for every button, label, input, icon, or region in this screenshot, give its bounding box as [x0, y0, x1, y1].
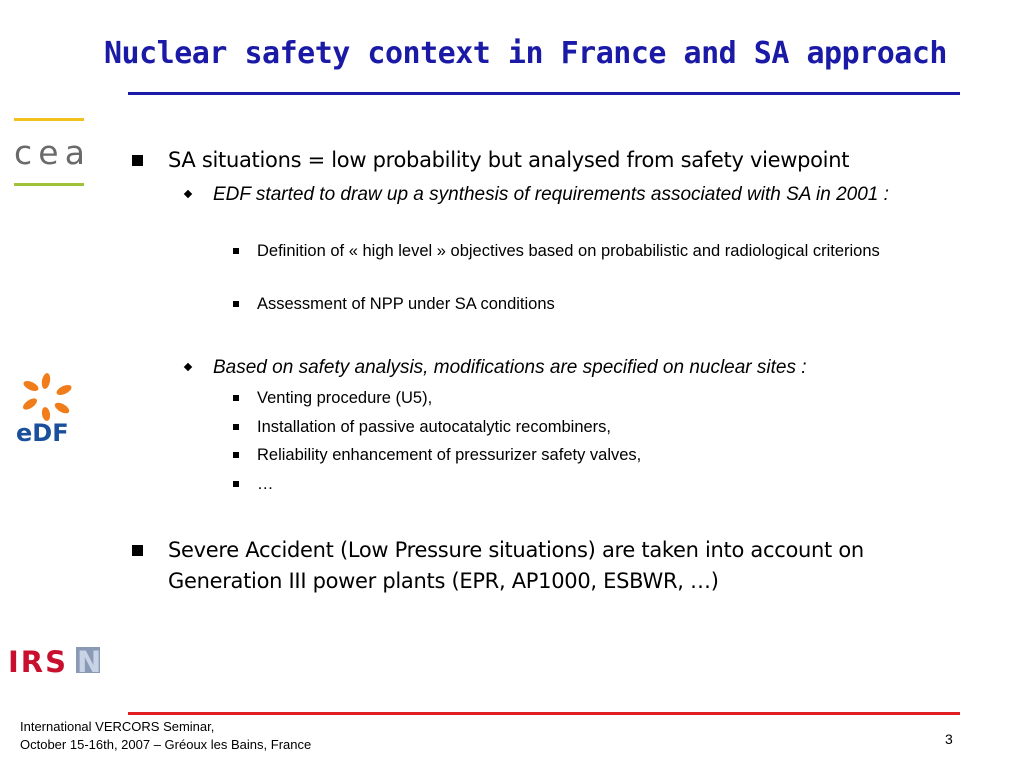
- irsn-logo: [8, 644, 104, 678]
- bullet-venting-procedure: Venting procedure (U5),: [257, 387, 947, 410]
- bullet-npp-assessment: Assessment of NPP under SA conditions: [257, 293, 947, 316]
- footer-seminar: International VERCORS Seminar,: [20, 719, 215, 734]
- edf-logo-text: eDF: [16, 419, 69, 444]
- cea-logo: [12, 116, 88, 188]
- footer-date-location: October 15-16th, 2007 – Gréoux les Bains, France: [20, 737, 312, 752]
- cea-logo-text: cea: [14, 133, 84, 172]
- small-square-bullet-icon: [233, 395, 239, 401]
- bullet-severe-accident: Severe Accident (Low Pressure situations) are taken into account on Generation III power plants (EPR, AP1000, ESBWR, …): [168, 535, 968, 597]
- small-square-bullet-icon: [233, 424, 239, 430]
- diamond-bullet-icon: [184, 363, 192, 371]
- square-bullet-icon: [132, 545, 143, 556]
- small-square-bullet-icon: [233, 452, 239, 458]
- irsn-logo-text: IRS: [8, 645, 69, 678]
- footer-divider: [128, 712, 960, 715]
- bullet-pressurizer-valves: Reliability enhancement of pressurizer safety valves,: [257, 444, 947, 467]
- small-square-bullet-icon: [233, 301, 239, 307]
- bullet-site-modifications: Based on safety analysis, modifications are specified on nuclear sites :: [213, 355, 958, 380]
- slide-title: Nuclear safety context in France and SA approach: [104, 36, 947, 71]
- bullet-ellipsis: …: [257, 473, 947, 496]
- bullet-edf-synthesis: EDF started to draw up a synthesis of requirements associated with SA in 2001 :: [213, 182, 958, 207]
- title-divider: [128, 92, 960, 95]
- diamond-bullet-icon: [184, 190, 192, 198]
- edf-logo: [14, 372, 84, 444]
- bullet-recombiners: Installation of passive autocatalytic recombiners,: [257, 416, 947, 439]
- footer: [20, 718, 311, 754]
- bullet-high-level-objectives: Definition of « high level » objectives based on probabilistic and radiological criterions: [257, 240, 947, 263]
- square-bullet-icon: [132, 155, 143, 166]
- small-square-bullet-icon: [233, 481, 239, 487]
- page-number: 3: [945, 731, 953, 747]
- small-square-bullet-icon: [233, 248, 239, 254]
- irsn-logo-n: N: [77, 645, 102, 678]
- bullet-sa-situations: SA situations = low probability but analysed from safety viewpoint: [168, 145, 968, 176]
